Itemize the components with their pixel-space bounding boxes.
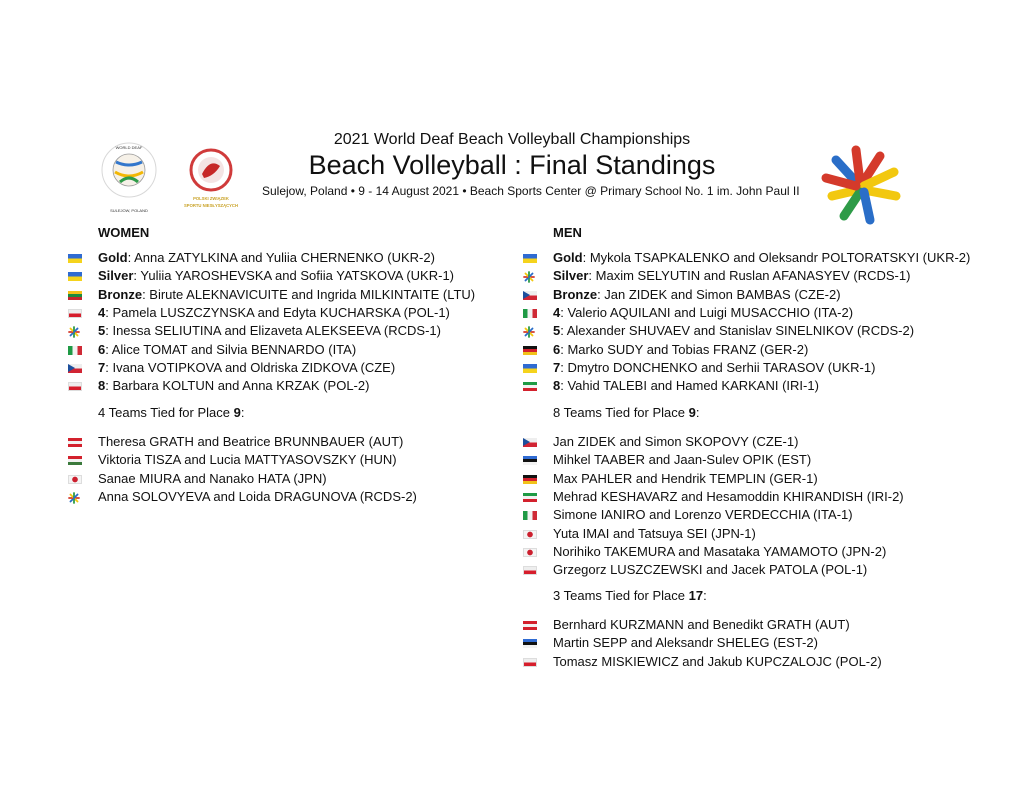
flag-jpn-icon xyxy=(68,475,82,484)
flag-iri-icon xyxy=(523,382,537,391)
flag-est-icon xyxy=(523,456,537,465)
team-names: Anna ZATYLKINA and Yuliia CHERNENKO (UKR-2) xyxy=(134,250,435,265)
men-heading: MEN xyxy=(553,225,582,240)
team-names: Marko SUDY and Tobias FRANZ (GER-2) xyxy=(567,341,809,357)
flag-ita-icon xyxy=(523,511,537,520)
flag-ukr-icon xyxy=(68,272,82,281)
flag-aut-icon xyxy=(68,438,82,447)
team-names: Martin SEPP and Aleksandr SHELEG (EST-2) xyxy=(553,635,818,651)
flag-rcds-icon xyxy=(68,491,80,503)
team-names: Yuliia YAROSHEVSKA and Sofiia YATSKOVA (UKR-1) xyxy=(140,268,455,284)
team-names: Birute ALEKNAVICUITE and Ingrida MILKINTAITE (LTU) xyxy=(149,286,476,302)
flag-cze-icon xyxy=(68,364,82,373)
place-label: Bronze xyxy=(98,286,143,302)
world-deaf-beach-volleyball-logo xyxy=(98,140,160,216)
team-names: Mehrad KESHAVARZ and Hesamoddin KHIRANDISH (IRI-2) xyxy=(553,488,904,504)
team-names: Mihkel TAABER and Jaan-Sulev OPIK (EST) xyxy=(553,452,812,468)
team-names: Viktoria TISZA and Lucia MATTYASOVSZKY (HUN) xyxy=(98,452,397,468)
team-names: Max PAHLER and Hendrik TEMPLIN (GER-1) xyxy=(553,470,818,486)
flag-jpn-icon xyxy=(523,548,537,557)
team-names: Theresa GRATH and Beatrice BRUNNBAUER (AUT) xyxy=(98,434,404,449)
team-names: Norihiko TAKEMURA and Masataka YAMAMOTO (JPN-2) xyxy=(553,543,887,559)
place-label: 5 xyxy=(98,323,106,339)
place-label: Silver xyxy=(553,268,589,284)
team-names: Jan ZIDEK and Simon BAMBAS (CZE-2) xyxy=(604,286,841,302)
place-label: 6 xyxy=(553,341,561,357)
flag-pol-icon xyxy=(523,566,537,575)
team-names: Ivana VOTIPKOVA and Oldriska ZIDKOVA (CZE) xyxy=(112,359,396,375)
place-label: Gold xyxy=(98,250,128,265)
svg-text:SULEJOW, POLAND: SULEJOW, POLAND xyxy=(110,208,148,213)
women-heading: WOMEN xyxy=(98,225,150,240)
flag-ukr-icon xyxy=(523,364,537,373)
team-names: Mykola TSAPKALENKO and Oleksandr POLTORATSKYI (UKR-2) xyxy=(589,250,971,265)
team-names: Yuta IMAI and Tatsuya SEI (JPN-1) xyxy=(553,525,756,541)
women-tied-9-heading: 4 Teams Tied for Place 9: xyxy=(98,405,245,420)
championship-name: 2021 World Deaf Beach Volleyball Championships xyxy=(333,131,691,148)
icsd-deaflympics-hand-logo xyxy=(818,142,902,226)
flag-ltu-icon xyxy=(68,291,82,300)
flag-est-icon xyxy=(523,639,537,648)
flag-cze-icon xyxy=(523,291,537,300)
place-label: Bronze xyxy=(553,286,598,302)
place-label: 8 xyxy=(553,378,561,394)
flag-aut-icon xyxy=(523,621,537,630)
place-label: 4 xyxy=(98,304,106,320)
flag-hun-icon xyxy=(68,456,82,465)
place-label: 6 xyxy=(98,341,106,357)
page-title: Beach Volleyball : Final Standings xyxy=(308,150,716,180)
place-label: 7 xyxy=(553,359,561,375)
team-names: Simone IANIRO and Lorenzo VERDECCHIA (ITA-1) xyxy=(553,507,853,523)
flag-ita-icon xyxy=(68,346,82,355)
men-tied-17-heading: 3 Teams Tied for Place 17: xyxy=(553,588,707,603)
team-names: Jan ZIDEK and Simon SKOPOVY (CZE-1) xyxy=(553,434,799,449)
flag-rcds-icon xyxy=(523,325,535,337)
event-details: Sulejow, Poland • 9 - 14 August 2021 • Beach Sports Center @ Primary School No. 1 im. John Paul II xyxy=(262,184,800,198)
team-names: Sanae MIURA and Nanako HATA (JPN) xyxy=(98,470,327,486)
place-label: Gold xyxy=(553,250,583,265)
svg-text:WORLD DEAF: WORLD DEAF xyxy=(115,145,143,150)
team-names: Alexander SHUVAEV and Stanislav SINELNIKOV (RCDS-2) xyxy=(566,323,915,339)
team-names: Valerio AQUILANI and Luigi MUSACCHIO (ITA-2) xyxy=(567,304,854,320)
place-label: Silver xyxy=(98,268,134,284)
flag-pol-icon xyxy=(68,382,82,391)
flag-iri-icon xyxy=(523,493,537,502)
flag-jpn-icon xyxy=(523,530,537,539)
men-tied-9-heading: 8 Teams Tied for Place 9: xyxy=(553,405,700,420)
team-names: Anna SOLOVYEVA and Loida DRAGUNOVA (RCDS-2) xyxy=(98,488,417,504)
team-names: Barbara KOLTUN and Anna KRZAK (POL-2) xyxy=(112,378,370,394)
team-names: Grzegorz LUSZCZEWSKI and Jacek PATOLA (POL-1) xyxy=(553,562,868,578)
team-names: Tomasz MISKIEWICZ and Jakub KUPCZALOJC (POL-2) xyxy=(553,653,882,669)
flag-ger-icon xyxy=(523,346,537,355)
team-names: Vahid TALEBI and Hamed KARKANI (IRI-1) xyxy=(567,378,819,394)
polish-deaf-sports-federation-logo xyxy=(180,146,242,218)
team-names: Dmytro DONCHENKO and Serhii TARASOV (UKR-1) xyxy=(567,359,876,375)
flag-ukr-icon xyxy=(523,254,537,263)
flag-cze-icon xyxy=(523,438,537,447)
flag-rcds-icon xyxy=(68,325,80,337)
flag-ger-icon xyxy=(523,475,537,484)
flag-ita-icon xyxy=(523,309,537,318)
place-label: 4 xyxy=(553,304,561,320)
svg-text:POLSKI ZWIĄZEK: POLSKI ZWIĄZEK xyxy=(193,196,229,201)
team-names: Alice TOMAT and Silvia BENNARDO (ITA) xyxy=(111,341,357,357)
svg-text:SPORTU NIESŁYSZĄCYCH: SPORTU NIESŁYSZĄCYCH xyxy=(184,203,238,208)
flag-rcds-icon xyxy=(523,270,535,282)
team-names: Pamela LUSZCZYNSKA and Edyta KUCHARSKA (POL-1) xyxy=(112,304,450,320)
flag-pol-icon xyxy=(523,658,537,667)
team-names: Bernhard KURZMANN and Benedikt GRATH (AUT) xyxy=(553,617,850,632)
place-label: 5 xyxy=(553,323,561,339)
team-names: Maxim SELYUTIN and Ruslan AFANASYEV (RCDS-1) xyxy=(595,268,911,284)
team-names: Inessa SELIUTINA and Elizaveta ALEKSEEVA (RCDS-1) xyxy=(112,323,441,339)
place-label: 7 xyxy=(98,359,106,375)
flag-pol-icon xyxy=(68,309,82,318)
place-label: 8 xyxy=(98,378,106,394)
flag-ukr-icon xyxy=(68,254,82,263)
